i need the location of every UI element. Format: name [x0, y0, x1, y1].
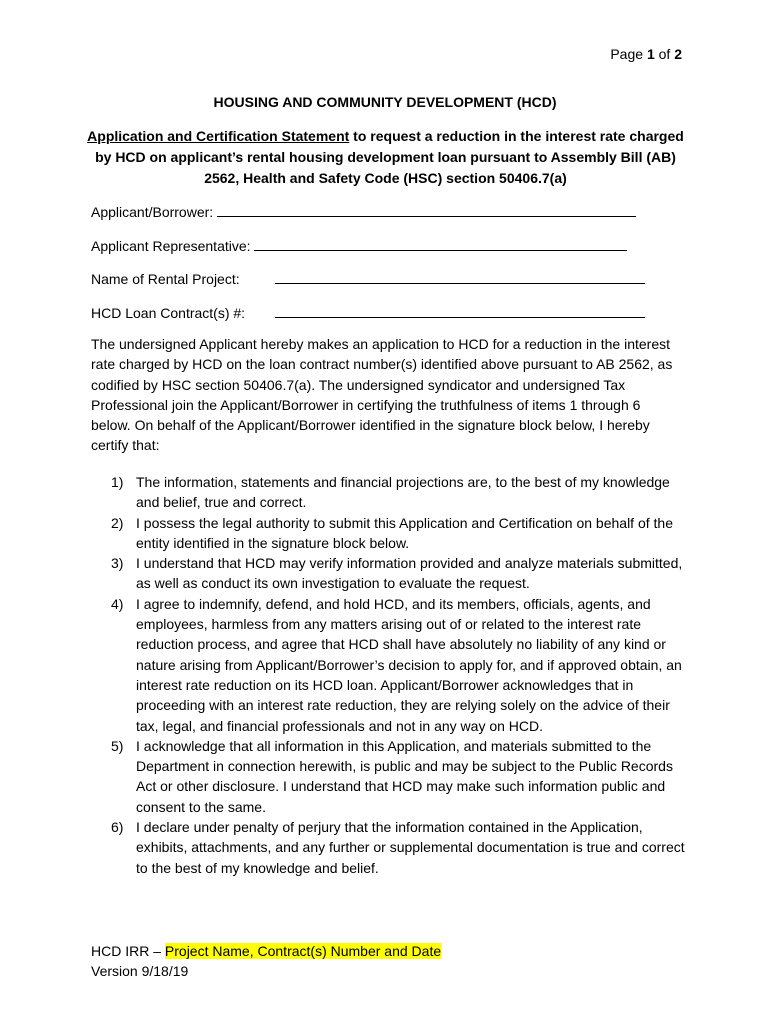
applicant-borrower-label: Applicant/Borrower: — [91, 204, 218, 220]
rental-project-line[interactable] — [275, 270, 645, 288]
list-item: 3) I understand that HCD may verify information provided and analyze materials submitted, as well as conduct its own investigation to evaluate the request. — [111, 555, 683, 592]
loan-contracts-label: HCD Loan Contract(s) #: — [91, 305, 246, 321]
applicant-borrower-field — [91, 203, 636, 221]
list-item: 4) I agree to indemnify, defend, and hold HCD, and its members, officials, agents, and employees, harmless from any matters arising out of or related to the interest rate reduction process, and agree that HCD shall have absolutely no liability of any kind or nature arising from Applicant/Borrower’s decision to apply for, and if approved obtain, an interest rate reduction on its HCD loan. Applicant/Borrower acknowledges that in proceeding with an interest rate reduction, they are relying solely on the advice of their tax, legal, and financial professionals and not in any way on HCD. — [111, 595, 682, 734]
document-title — [84, 126, 687, 189]
page-footer — [91, 941, 441, 981]
title-underlined: Application and Certification Statement — [87, 128, 350, 144]
page-number: Page 1 of 2 — [610, 46, 682, 62]
loan-contracts-line[interactable] — [275, 304, 645, 322]
applicant-representative-line[interactable] — [254, 237, 627, 251]
certification-list — [111, 472, 691, 878]
title-rest: to request a reduction in the interest rate charged by HCD on applicant’s rental housing development loan pursuant to Assembly Bill (AB) 2562, Health and Safety Code (HSC) section 50406.7(a) — [95, 128, 684, 186]
applicant-representative-label: Applicant Representative: — [91, 238, 255, 254]
loan-contracts-field — [91, 304, 245, 322]
footer-highlight: Project Name, Contract(s) Number and Date — [164, 943, 442, 959]
footer-version: Version 9/18/19 — [91, 963, 189, 979]
agency-heading: HOUSING AND COMMUNITY DEVELOPMENT (HCD) — [213, 94, 557, 110]
rental-project-field — [91, 270, 240, 288]
applicant-representative-field — [91, 237, 627, 255]
list-item: 5) I acknowledge that all information in this Application, and materials submitted to the Department in connection herewith, is public and may be subject to the Public Records Act or other disclosure. I understand that HCD may make such information public and consent to the same. — [111, 737, 673, 815]
list-item: 6) I declare under penalty of perjury that the information contained in the Application, exhibits, attachments, and any further or supplemental documentation is true and correct to the best of my knowledge and belief. — [111, 819, 685, 876]
intro-paragraph: The undersigned Applicant hereby makes an application to HCD for a reduction in the interest rate charged by HCD on the loan contract number(s) identified above pursuant to AB 2562, as codified by HSC section 50406.7(a). The undersigned syndicator and undersigned Tax Professional join the Applicant/Borrower in certifying the truthfulness of items 1 through 6 below. On behalf of the Applicant/Borrower identified in the signature block below, I hereby certify that: — [91, 336, 673, 454]
list-item: 1) The information, statements and financial projections are, to the best of my knowledge and belief, true and correct. — [111, 474, 670, 511]
rental-project-label: Name of Rental Project: — [91, 271, 240, 287]
list-item: 2) I possess the legal authority to submit this Application and Certification on behalf of the entity identified in the signature block below. — [111, 514, 673, 551]
footer-line: HCD IRR – Project Name, Contract(s) Number and Date — [91, 943, 442, 959]
applicant-borrower-line[interactable] — [217, 203, 636, 217]
